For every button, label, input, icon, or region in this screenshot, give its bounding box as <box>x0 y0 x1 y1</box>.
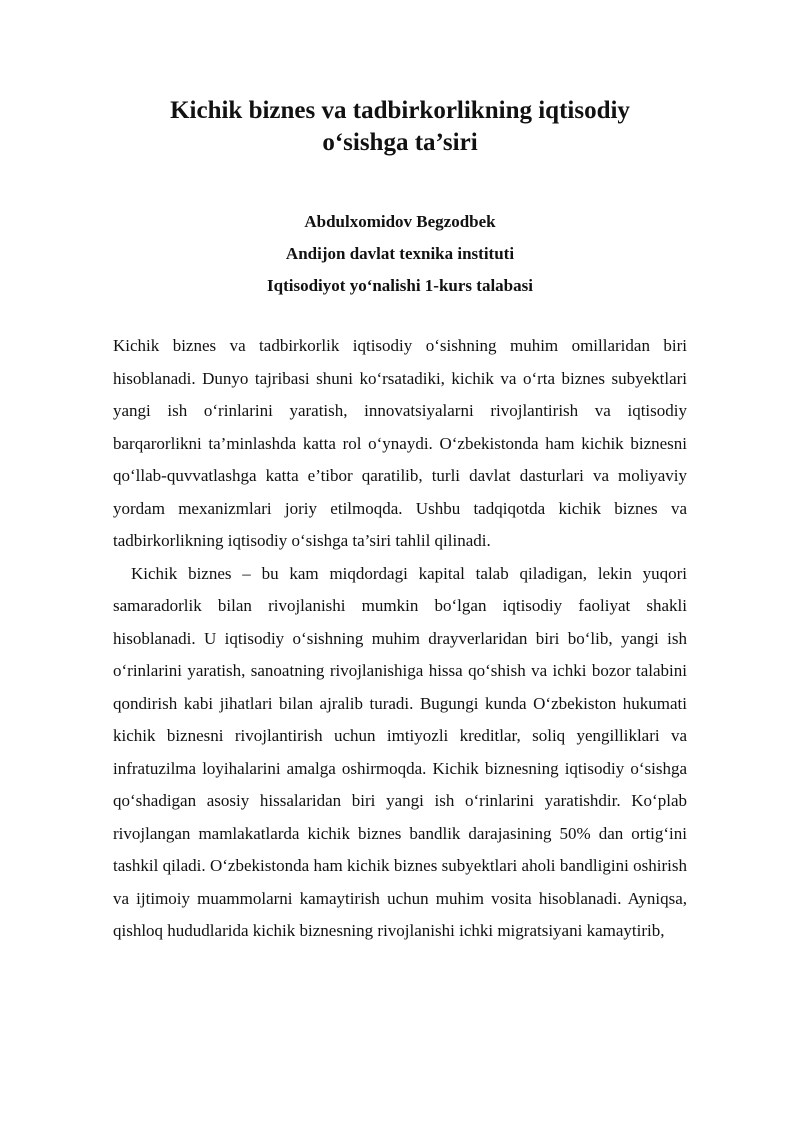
author-block <box>100 206 700 302</box>
paragraph: Kichik biznes – bu kam miqdordagi kapital talab qiladigan, lekin yuqori samaradorlik bilan rivojlanishi mumkin bo‘lgan iqtisodiy faoliyat shakli hisoblanadi. U iqtisodiy o‘sishning muhim drayverlaridan biri bo‘lib, yangi ish o‘rinlarini yaratish, sanoatning rivojlanishiga hissa qo‘shish va ichki bozor talabini qondirish kabi jihatlari bilan ajralib turadi. Bugungi kunda O‘zbekiston hukumati kichik biznesni rivojlantirish uchun imtiyozli kreditlar, soliq yengilliklari va infratuzilma loyihalarini amalga oshirmoqda. Kichik biznesning iqtisodiy o‘sishga qo‘shadigan asosiy hissalaridan biri yangi ish o‘rinlarini yaratishdir. Ko‘plab rivojlangan mamlakatlarda kichik biznes bandlik darajasining 50% dan ortig‘ini tashkil qiladi. O‘zbekistonda ham kichik biznes subyektlari aholi bandligini oshirish va ijtimoiy muammolarni kamaytirish uchun muhim vosita hisoblanadi. Ayniqsa, qishloq hududlarida kichik biznesning rivojlanishi ichki migratsiyani kamaytirib, <box>113 563 687 940</box>
title-line-2: o‘sishga ta’siri <box>322 129 478 156</box>
body-text <box>113 330 687 948</box>
paragraph: Kichik biznes va tadbirkorlik iqtisodiy o‘sishning muhim omillaridan biri hisoblanadi. Dunyo tajribasi shuni ko‘rsatadiki, kichik va o‘rta biznes subyektlari yangi ish o‘rinlarini yaratish, innovatsiyalarni rivojlantirish va iqtisodiy barqarorlikni ta’minlashda katta rol o‘ynaydi. O‘zbekistonda ham kichik biznesni qo‘llab-quvvatlashga katta e’tibor qaratilib, turli davlat dasturlari va moliyaviy yordam mexanizmlari joriy etilmoqda. Ushbu tadqiqotda kichik biznes va tadbirkorlikning iqtisodiy o‘sishga ta’siri tahlil qilinadi. <box>113 336 687 550</box>
title-line-1: Kichik biznes va tadbirkorlikning iqtisodiy <box>170 97 630 124</box>
student-info: Iqtisodiyot yo‘nalishi 1-kurs talabasi <box>267 276 533 295</box>
author-name: Abdulxomidov Begzodbek <box>304 212 496 231</box>
document-title <box>100 95 700 159</box>
institution-name: Andijon davlat texnika instituti <box>285 244 515 263</box>
